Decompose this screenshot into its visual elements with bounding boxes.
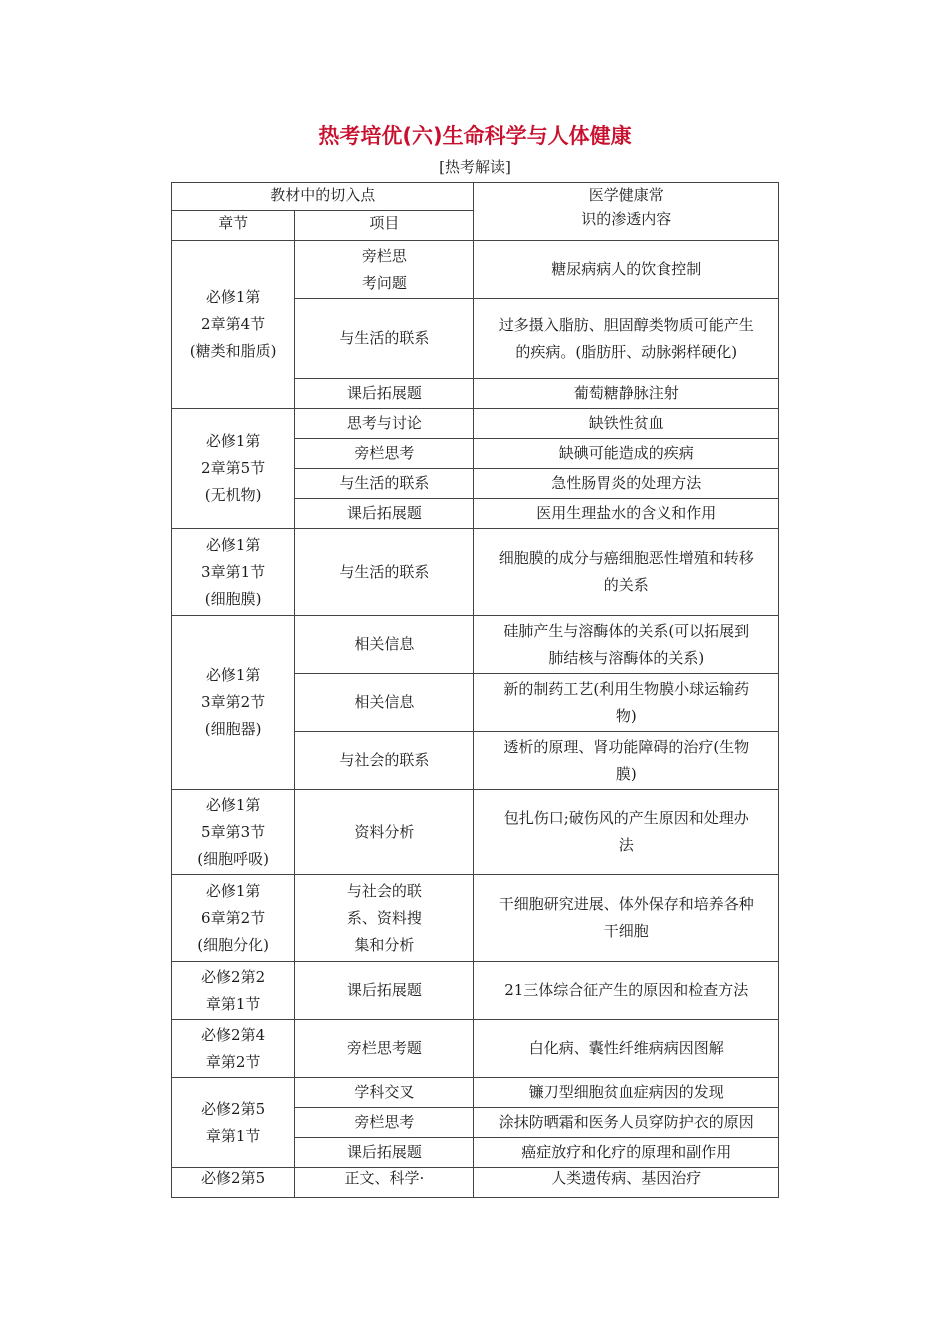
chapter-cell: 必修1第 2章第4节 (糖类和脂质) bbox=[172, 241, 295, 409]
content-cell: 医用生理盐水的含义和作用 bbox=[474, 499, 779, 529]
content-cell: 21三体综合征产生的原因和检查方法 bbox=[474, 962, 779, 1020]
item-cell: 学科交叉 bbox=[295, 1078, 474, 1108]
content-cell: 硅肺产生与溶酶体的关系(可以拓展到 肺结核与溶酶体的关系) bbox=[474, 616, 779, 674]
chapter-cell: 必修2第5 章第1节 bbox=[172, 1078, 295, 1168]
item-cell: 课后拓展题 bbox=[295, 962, 474, 1020]
item-cell: 相关信息 bbox=[295, 674, 474, 732]
item-cell: 资料分析 bbox=[295, 790, 474, 875]
item-cell: 与社会的联 系、资料搜 集和分析 bbox=[295, 875, 474, 962]
content-cell: 白化病、囊性纤维病病因图解 bbox=[474, 1020, 779, 1078]
table-row bbox=[172, 790, 779, 875]
chapter-cell: 必修1第 3章第2节 (细胞器) bbox=[172, 616, 295, 790]
content-cell: 过多摄入脂肪、胆固醇类物质可能产生 的疾病。(脂肪肝、动脉粥样硬化) bbox=[474, 299, 779, 379]
header-item: 项目 bbox=[295, 211, 474, 241]
content-cell: 细胞膜的成分与癌细胞恶性增殖和转移 的关系 bbox=[474, 529, 779, 616]
item-cell: 思考与讨论 bbox=[295, 409, 474, 439]
item-cell: 正文、科学· bbox=[295, 1168, 474, 1198]
item-cell: 与生活的联系 bbox=[295, 469, 474, 499]
content-cell: 癌症放疗和化疗的原理和副作用 bbox=[474, 1138, 779, 1168]
content-cell: 葡萄糖静脉注射 bbox=[474, 379, 779, 409]
header-content: 医学健康常 识的渗透内容 bbox=[474, 183, 779, 241]
content-cell: 急性肠胃炎的处理方法 bbox=[474, 469, 779, 499]
content-cell: 包扎伤口;破伤风的产生原因和处理办 法 bbox=[474, 790, 779, 875]
item-cell: 课后拓展题 bbox=[295, 379, 474, 409]
table-header-row bbox=[172, 183, 779, 211]
item-cell: 课后拓展题 bbox=[295, 499, 474, 529]
item-cell: 与社会的联系 bbox=[295, 732, 474, 790]
item-cell: 课后拓展题 bbox=[295, 1138, 474, 1168]
item-cell: 与生活的联系 bbox=[295, 529, 474, 616]
table-row bbox=[172, 875, 779, 962]
chapter-cell: 必修2第4 章第2节 bbox=[172, 1020, 295, 1078]
table-row bbox=[172, 1020, 779, 1078]
item-cell: 相关信息 bbox=[295, 616, 474, 674]
item-cell: 旁栏思考 bbox=[295, 1108, 474, 1138]
content-cell: 缺铁性贫血 bbox=[474, 409, 779, 439]
header-chapter: 章节 bbox=[172, 211, 295, 241]
content-table bbox=[171, 182, 779, 1198]
content-cell: 糖尿病病人的饮食控制 bbox=[474, 241, 779, 299]
section-subtitle: [热考解读] bbox=[439, 158, 511, 176]
content-cell: 人类遗传病、基因治疗 bbox=[474, 1168, 779, 1198]
table-row bbox=[172, 962, 779, 1020]
item-cell: 旁栏思考 bbox=[295, 439, 474, 469]
content-cell: 镰刀型细胞贫血症病因的发现 bbox=[474, 1078, 779, 1108]
content-cell: 透析的原理、肾功能障碍的治疗(生物 膜) bbox=[474, 732, 779, 790]
content-cell: 干细胞研究进展、体外保存和培养各种 干细胞 bbox=[474, 875, 779, 962]
table-row bbox=[172, 241, 779, 299]
content-cell: 新的制药工艺(利用生物膜小球运输药 物) bbox=[474, 674, 779, 732]
table-row bbox=[172, 529, 779, 616]
header-group: 教材中的切入点 bbox=[172, 183, 474, 211]
table-row bbox=[172, 1078, 779, 1108]
chapter-cell: 必修1第 2章第5节 (无机物) bbox=[172, 409, 295, 529]
chapter-cell: 必修1第 3章第1节 (细胞膜) bbox=[172, 529, 295, 616]
chapter-cell: 必修2第2 章第1节 bbox=[172, 962, 295, 1020]
chapter-cell: 必修1第 6章第2节 (细胞分化) bbox=[172, 875, 295, 962]
table-row bbox=[172, 409, 779, 439]
content-cell: 涂抹防晒霜和医务人员穿防护衣的原因 bbox=[474, 1108, 779, 1138]
chapter-cell: 必修1第 5章第3节 (细胞呼吸) bbox=[172, 790, 295, 875]
page-title: 热考培优(六)生命科学与人体健康 bbox=[318, 124, 632, 148]
item-cell: 旁栏思考题 bbox=[295, 1020, 474, 1078]
table-row bbox=[172, 616, 779, 674]
content-cell: 缺碘可能造成的疾病 bbox=[474, 439, 779, 469]
chapter-cell: 必修2第5 bbox=[172, 1168, 295, 1198]
item-cell: 旁栏思 考问题 bbox=[295, 241, 474, 299]
table-row bbox=[172, 1168, 779, 1198]
item-cell: 与生活的联系 bbox=[295, 299, 474, 379]
